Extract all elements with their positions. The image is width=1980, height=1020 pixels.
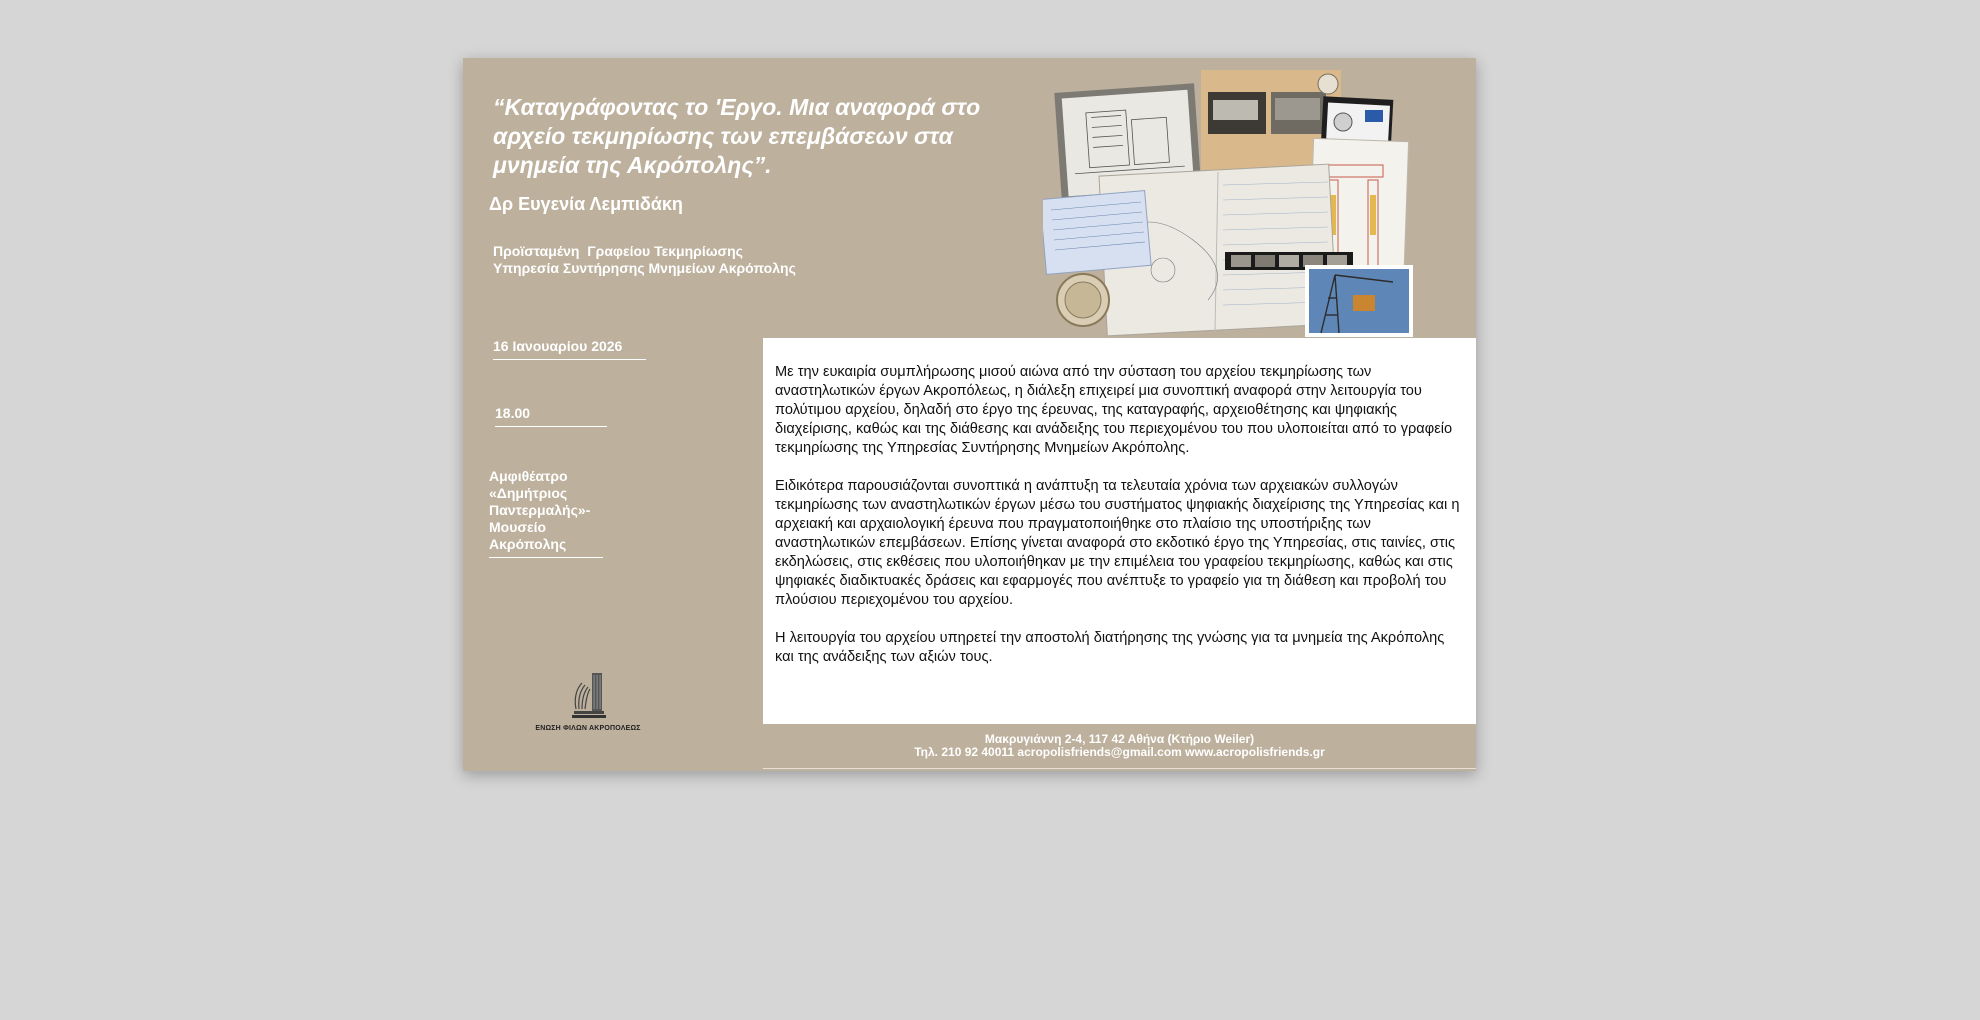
event-time: 18.00	[495, 405, 607, 427]
event-venue	[489, 468, 603, 558]
record-card-image	[1043, 191, 1151, 275]
acropolis-column-logo-icon	[568, 669, 608, 719]
medal-image	[1057, 274, 1109, 326]
contact-footer	[763, 724, 1476, 769]
venue-line: Ακρόπολης	[489, 536, 567, 552]
footer-address: Μακρυγιάννη 2-4, 117 42 Αθήνα (Κτήριο Weiler)	[984, 732, 1255, 746]
event-date: 16 Ιανουαρίου 2026	[493, 338, 646, 360]
speaker-role-line: Προϊσταμένη Γραφείου Τεκμηρίωσης	[493, 243, 743, 259]
description-paragraph: Η λειτουργία του αρχείου υπηρετεί την αποστολή διατήρησης της γνώσης για τα μνημεία της Ακρόπολης και της ανάδειξης των αξιών τους.	[775, 630, 1445, 665]
logo-text: ΕΝΩΣΗ ΦΙΛΩΝ ΑΚΡΟΠΟΛΕΩΣ	[535, 725, 641, 732]
organization-logo	[523, 669, 653, 732]
description-paragraph: Ειδικότερα παρουσιάζονται συνοπτικά η ανάπτυξη τα τελευταία χρόνια των αρχειακών συλλογών τεκμηρίωσης των αναστηλωτικών έργων μέσω του συστήματος ψηφιακής διαχείρισης της Υπηρεσίας και η αρχειακή και αρχαιολογική έρευνα που πραγματοποιήθηκε στο πλαίσιο της υποστήριξης των αναστηλωτικών επεμβάσεων. Επίσης γίνεται αναφορά στο εκδοτικό έργο της Υπηρεσίας, στις ταινίες, στις εκδηλώσεις, στις εκθέσεις που υλοποιήθηκαν με την επιμέλεια του γραφείου τεκμηρίωσης, καθώς και στις ψηφιακές διαδικτυακές δράσεις και εφαρμογές που ανέπτυξε το γραφείο για τη διάθεση και προβολή του πλούσιου περιεχομένου του αρχείου.	[775, 478, 1460, 608]
venue-line: Μουσείο	[489, 519, 547, 535]
speaker-name: Δρ Ευγενία Λεμπιδάκη	[489, 194, 683, 214]
crane-photo-image	[1305, 265, 1413, 337]
speaker-role-line: Υπηρεσία Συντήρησης Μνημείων Ακρόπολης	[493, 260, 796, 276]
lecture-description	[763, 338, 1476, 724]
footer-contact: Τηλ. 210 92 40011 acropolisfriends@gmail.com www.acropolisfriends.gr	[914, 745, 1325, 759]
venue-line: Αμφιθέατρο	[489, 468, 568, 484]
description-paragraph: Με την ευκαιρία συμπλήρωσης μισού αιώνα από την σύσταση του αρχείου τεκμηρίωσης των αναστηλωτικών έργων Ακροπόλεως, η διάλεξη επιχειρεί μια συνοπτική αναφορά στην λειτουργία του πολύτιμου αρχείου, δηλαδή στο έργο της έρευνας, της καταγραφής, αρχειοθέτησης και ψηφιακής διαχείρισης, καθώς και της διάθεσης και ανάδειξης του περιεχομένου του που υλοποιείται από το γραφείο τεκμηρίωσης της Υπηρεσίας Συντήρησης Μνημείων Ακρόπολης.	[775, 364, 1453, 456]
invitation-card	[463, 58, 1476, 771]
venue-line: «Δημήτριος	[489, 485, 568, 501]
archive-photo-collage	[1043, 70, 1463, 345]
lecture-title: “Καταγράφοντας το 'Εργο. Μια αναφορά στο αρχείο τεκμηρίωσης των επεμβάσεων στα μνημεία της Ακρόπολης”.	[493, 94, 981, 178]
venue-line: Παντερμαλής»-	[489, 502, 591, 518]
speaker-role	[493, 243, 796, 277]
